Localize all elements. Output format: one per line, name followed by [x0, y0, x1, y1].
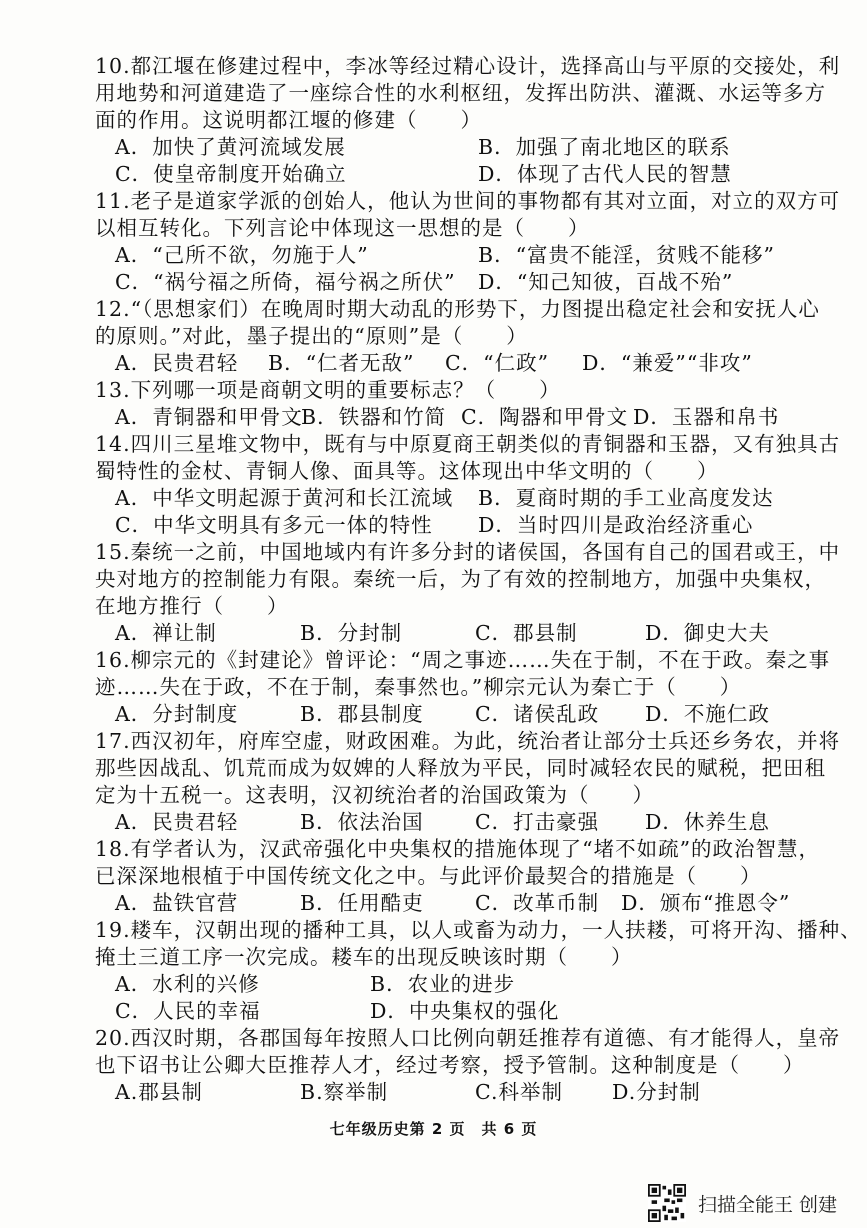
q19-option-a[interactable]: A．水利的兴修	[115, 972, 260, 996]
q10-stem-line-2: 用地势和河道建造了一座综合性的水利枢纽，发挥出防洪、灌溉、水运等多方	[95, 81, 826, 105]
q17-stem-line-1: 17.西汉初年，府库空虚，财政困难。为此，统治者让部分士兵还乡务农，并将	[95, 729, 841, 753]
q10-stem-line-3: 面的作用。这说明都江堰的修建（ ）	[95, 108, 482, 132]
q14-stem-line-2: 蜀特性的金杖、青铜人像、面具等。这体现出中华文明的（ ）	[95, 459, 719, 483]
q16-option-a[interactable]: A．分封制度	[115, 702, 239, 726]
q13-option-b[interactable]: B．铁器和竹简	[301, 405, 447, 429]
q16-option-d[interactable]: D．不施仁政	[645, 702, 770, 726]
q13-option-c[interactable]: C．陶器和甲骨文	[461, 405, 629, 429]
q17-option-c[interactable]: C．打击豪强	[475, 810, 600, 834]
q12-option-c[interactable]: C．“仁政”	[445, 351, 550, 375]
q18-option-d[interactable]: D．颁布“推恩令”	[621, 891, 791, 915]
scanner-watermark	[648, 1183, 837, 1223]
q11-stem-line-2: 以相互转化。下列言论中体现这一思想的是（ ）	[95, 216, 590, 240]
q10-stem-line-1: 10.都江堰在修建过程中，李冰等经过精心设计，选择高山与平原的交接处，利	[95, 54, 841, 78]
q11-option-a[interactable]: A．“己所不欲，勿施于人”	[115, 243, 369, 267]
q14-option-b[interactable]: B．夏商时期的手工业高度发达	[478, 486, 774, 510]
q13-stem-line-1: 13.下列哪一项是商朝文明的重要标志？（ ）	[95, 378, 561, 402]
q17-option-d[interactable]: D．休养生息	[645, 810, 770, 834]
q15-stem-line-3: 在地方推行（ ）	[95, 594, 289, 618]
q15-option-d[interactable]: D．御史大夫	[645, 621, 770, 645]
q17-option-b[interactable]: B．依法治国	[300, 810, 424, 834]
q13-option-a[interactable]: A．青铜器和甲骨文	[115, 405, 303, 429]
q16-stem-line-1: 16.柳宗元的《封建论》曾评论：“周之事迹……失在于制，不在于政。秦之事	[95, 648, 831, 672]
q12-option-a[interactable]: A．民贵君轻	[115, 351, 239, 375]
q19-option-d[interactable]: D．中央集权的强化	[370, 999, 560, 1023]
q17-stem-line-3: 定为十五税一。这表明，汉初统治者的治国政策为（ ）	[95, 783, 654, 807]
q19-option-b[interactable]: B．农业的进步	[370, 972, 516, 996]
q19-stem-line-2: 掩土三道工序一次完成。耧车的出现反映该时期（ ）	[95, 945, 633, 969]
q20-option-a[interactable]: A.郡县制	[115, 1080, 203, 1104]
q17-option-a[interactable]: A．民贵君轻	[115, 810, 239, 834]
q10-option-c[interactable]: C．使皇帝制度开始确立	[115, 162, 347, 186]
q12-option-b[interactable]: B．“仁者无敌”	[268, 351, 415, 375]
q15-option-c[interactable]: C．郡县制	[475, 621, 578, 645]
q11-option-b[interactable]: B．“富贵不能淫，贫贱不能移”	[478, 243, 776, 267]
q19-option-c[interactable]: C．人民的幸福	[115, 999, 261, 1023]
q14-stem-line-1: 14.四川三星堆文物中，既有与中原夏商王朝类似的青铜器和玉器，又有独具古	[95, 432, 841, 456]
q20-option-d[interactable]: D.分封制	[612, 1080, 701, 1104]
q14-option-c[interactable]: C．中华文明具有多元一体的特性	[115, 513, 433, 537]
q18-option-c[interactable]: C．改革币制	[475, 891, 600, 915]
q12-stem-line-2: 的原则。”对此，墨子提出的“原则”是（ ）	[95, 324, 528, 348]
q20-option-c[interactable]: C.科举制	[475, 1080, 563, 1104]
q16-stem-line-2: 迹……失在于政，不在于制，秦事然也。”柳宗元认为秦亡于（ ）	[95, 675, 742, 699]
q14-option-a[interactable]: A．中华文明起源于黄河和长江流域	[115, 486, 454, 510]
q16-option-b[interactable]: B．郡县制度	[300, 702, 424, 726]
q15-option-b[interactable]: B．分封制	[300, 621, 403, 645]
q19-stem-line-1: 19.耧车，汉朝出现的播种工具，以人或畜为动力，一人扶耧，可将开沟、播种、	[95, 918, 862, 942]
qr-code-icon	[648, 1184, 686, 1222]
q13-option-d[interactable]: D．玉器和帛书	[633, 405, 780, 429]
q15-stem-line-1: 15.秦统一之前，中国地域内有许多分封的诸侯国，各国有自己的国君或王，中	[95, 540, 841, 564]
q18-stem-line-1: 18.有学者认为，汉武帝强化中央集权的措施体现了“堵不如疏”的政治智慧，	[95, 837, 821, 861]
q15-option-a[interactable]: A．禅让制	[115, 621, 217, 645]
q18-stem-line-2: 已深深地根植于中国传统文化之中。与此评价最契合的措施是（ ）	[95, 864, 762, 888]
q10-option-a[interactable]: A．加快了黄河流域发展	[115, 135, 346, 159]
q12-option-d[interactable]: D．“兼爱”“非攻”	[582, 351, 753, 375]
scanner-label: 扫描全能王 创建	[698, 1193, 838, 1216]
page-footer: 七年级历史第 2 页 共 6 页	[329, 1120, 538, 1138]
q17-stem-line-2: 那些因战乱、饥荒而成为奴婢的人释放为平民，同时减轻农民的赋税，把田租	[95, 756, 826, 780]
q10-option-d[interactable]: D．体现了古代人民的智慧	[478, 162, 732, 186]
q20-stem-line-1: 20.西汉时期，各郡国每年按照人口比例向朝廷推荐有道德、有才能得人，皇帝	[95, 1026, 841, 1050]
q14-option-d[interactable]: D．当时四川是政治经济重心	[478, 513, 754, 537]
q11-stem-line-1: 11.老子是道家学派的创始人，他认为世间的事物都有其对立面，对立的双方可	[95, 189, 841, 213]
q20-option-b[interactable]: B.察举制	[300, 1080, 389, 1104]
q15-stem-line-2: 央对地方的控制能力有限。秦统一后，为了有效的控制地方，加强中央集权，	[95, 567, 826, 591]
q16-option-c[interactable]: C．诸侯乱政	[475, 702, 600, 726]
q20-stem-line-2: 也下诏书让公卿大臣推荐人才，经过考察，授予管制。这种制度是（ ）	[95, 1053, 805, 1077]
q18-option-b[interactable]: B．任用酷吏	[300, 891, 424, 915]
q11-option-d[interactable]: D．“知己知彼，百战不殆”	[478, 270, 734, 294]
q10-option-b[interactable]: B．加强了南北地区的联系	[478, 135, 731, 159]
q18-option-a[interactable]: A．盐铁官营	[115, 891, 239, 915]
q11-option-c[interactable]: C．“祸兮福之所倚，福兮祸之所伏”	[115, 270, 456, 294]
q12-stem-line-1: 12.“（思想家们）在晚周时期大动乱的形势下，力图提出稳定社会和安抚人心	[95, 297, 820, 321]
